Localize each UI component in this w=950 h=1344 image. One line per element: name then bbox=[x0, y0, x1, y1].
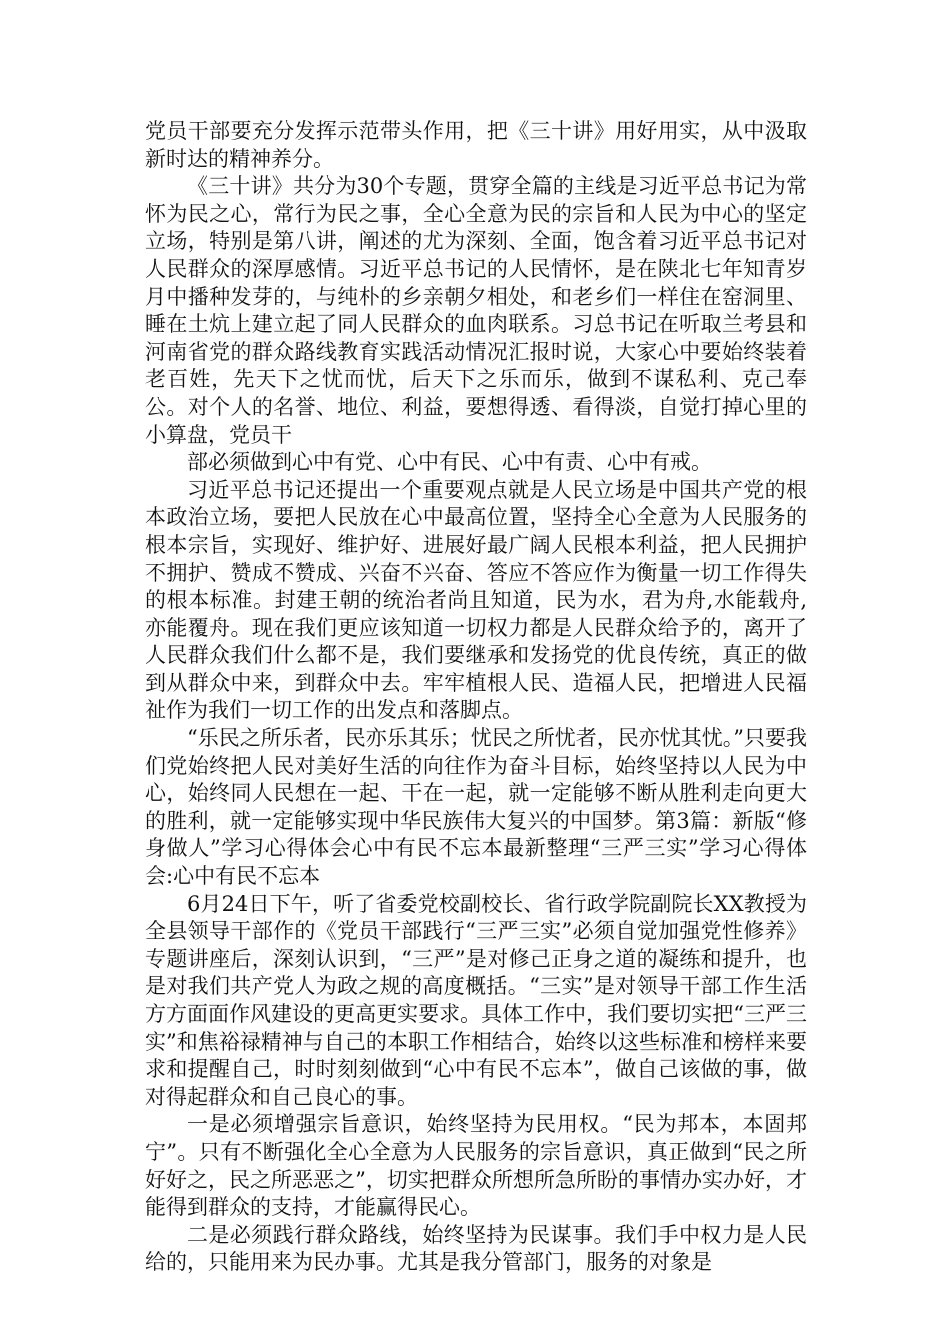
paragraph: 《三十讲》共分为30个专题，贯穿全篇的主线是习近平总书记为常怀为民之心，常行为民之事，全心全意为民的宗旨和人民为中心的坚定立场，特别是第八讲，阐述的尤为深刻、全面，饱含着习近平总书记对人民群众的深厚感情。习近平总书记的人民情怀，是在陕北七年知青岁月中播种发芽的，与纯朴的乡亲朝夕相处，和老乡们一样住在窑洞里、睡在土炕上建立起了同人民群众的血肉联系。习总书记在听取兰考县和河南省党的群众路线教育实践活动情况汇报时说，大家心中要始终装着老百姓，先天下之忧而忧，后天下之乐而乐，做到不谋私利、克己奉公。对个人的名誉、地位、利益，要想得透、看得淡，自觉打掉心里的小算盘，党员干 bbox=[145, 174, 807, 447]
paragraph: 部必须做到心中有党、心中有民、心中有责、心中有戒。 bbox=[187, 450, 712, 475]
paragraph: “乐民之所乐者，民亦乐其乐；忧民之所忧者，民亦忧其忧。”只要我们党始终把人民对美好生活的向往作为奋斗目标，始终坚持以人民为中心，始终同人民想在一起、干在一起，就一定能够不断从胜利走向更大的胜利，就一定能够实现中华民族伟大复兴的中国梦。第3篇：新版“修身做人”学习心得体会心中有民不忘本最新整理“三严三实”学习心得体会:心中有民不忘本 bbox=[145, 726, 807, 889]
paragraph: 习近平总书记还提出一个重要观点就是人民立场是中国共产党的根本政治立场，要把人民放在心中最高位置，坚持全心全意为人民服务的根本宗旨，实现好、维护好、进展好最广阔人民根本利益，把人民拥护不拥护、赞成不赞成、兴奋不兴奋、答应不答应作为衡量一切工作得失的根本标准。封建王朝的统治者尚且知道，民为水，君为舟,水能载舟,亦能覆舟。现在我们更应该知道一切权力都是人民群众给予的，离开了人民群众我们什么都不是，我们要继承和发扬党的优良传统，真正的做到从群众中来，到群众中去。牢牢植根人民、造福人民，把增进人民福祉作为我们一切工作的出发点和落脚点。 bbox=[145, 477, 807, 723]
paragraph: 6月24日下午，听了省委党校副校长、省行政学院副院长XX教授为全县领导干部作的《党员干部践行“三严三实”必须自觉加强党性修养》专题讲座后，深刻认识到，“三严”是对修己正身之道的凝练和提升，也是对我们共产党人为政之规的高度概括。“三实”是对领导干部工作生活方方面面作风建设的更高更实要求。具体工作中，我们要切实把“三严三实”和焦裕禄精神与自己的本职工作相结合，始终以这些标准和榜样来要求和提醒自己，时时刻刻做到“心中有民不忘本”，做自己该做的事，做对得起群众和自己良心的事。 bbox=[145, 891, 807, 1109]
paragraph: 一是必须增强宗旨意识，始终坚持为民用权。“民为邦本，本固邦宁”。只有不断强化全心全意为人民服务的宗旨意识，真正做到“民之所好好之，民之所恶恶之”，切实把群众所想所急所盼的事情办实办好，才能得到群众的支持，才能赢得民心。 bbox=[145, 1112, 807, 1220]
paragraph: 党员干部要充分发挥示范带头作用，把《三十讲》用好用实，从中汲取新时达的精神养分。 bbox=[145, 119, 807, 171]
document-body bbox=[145, 118, 807, 1277]
paragraph: 二是必须践行群众路线，始终坚持为民谋事。我们手中权力是人民给的，只能用来为民办事。尤其是我分管部门，服务的对象是 bbox=[145, 1222, 807, 1275]
